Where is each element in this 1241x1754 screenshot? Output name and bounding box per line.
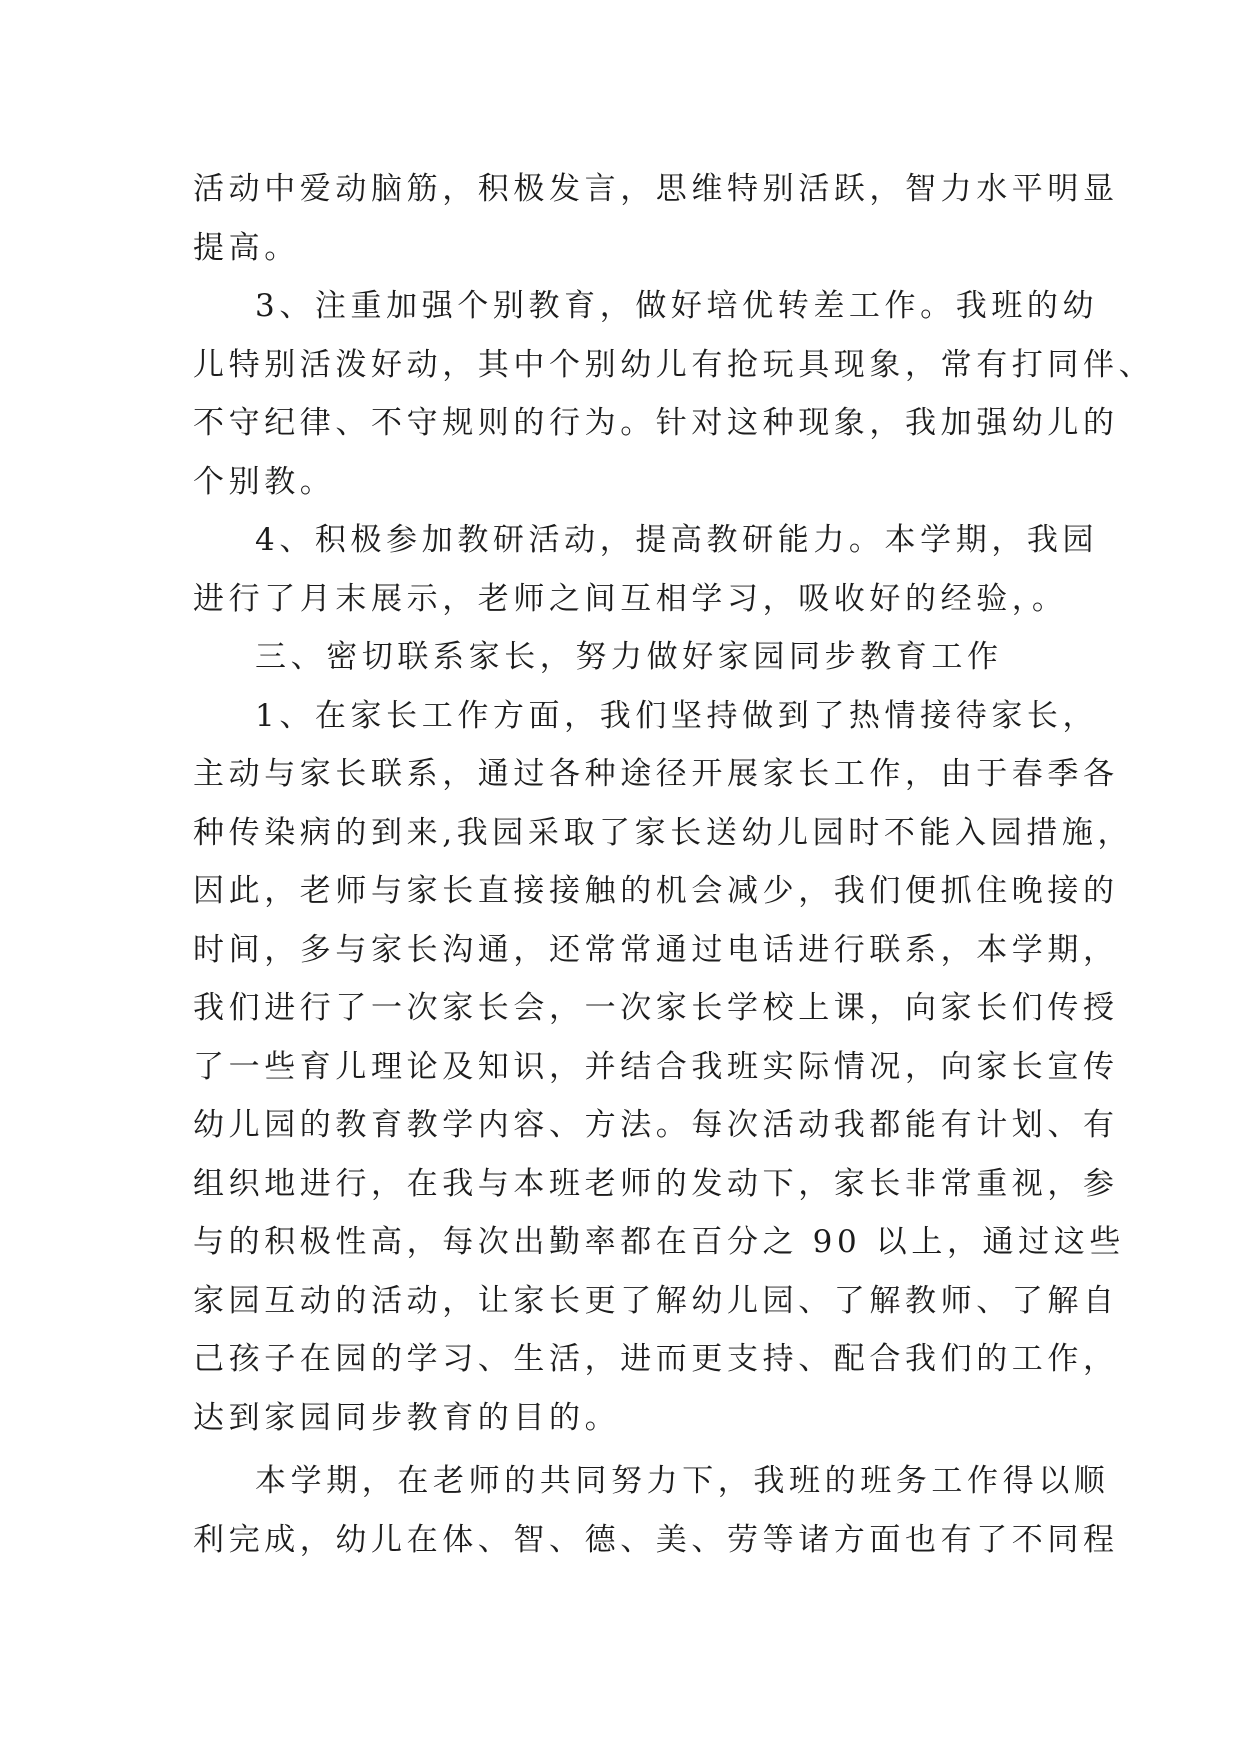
text-line: 主动与家长联系，通过各种途径开展家长工作，由于春季各 [193,756,1119,792]
text-line: 提高。 [193,229,300,266]
text-line: 组织地进行，在我与本班老师的发动下，家长非常重视，参 [193,1165,1119,1202]
text-line: 进行了月末展示，老师之间互相学习，吸收好的经验，。 [193,580,1068,617]
text-line: 3、注重加强个别教育，做好培优转差工作。我班的幼 [255,288,1099,324]
text-line: 本学期，在老师的共同努力下，我班的班务工作得以顺 [255,1463,1110,1499]
text-line: 个别教。 [193,463,336,500]
section-heading: 三、密切联系家长，努力做好家园同步教育工作 [255,639,1003,675]
text-line: 利完成，幼儿在体、智、德、美、劳等诸方面也有了不同程 [193,1521,1119,1558]
text-line: 幼儿园的教育教学内容、方法。每次活动我都能有计划、有 [193,1107,1119,1143]
text-line: 己孩子在园的学习、生活，进而更支持、配合我们的工作， [193,1341,1119,1377]
text-line: 儿特别活泼好动，其中个别幼儿有抢玩具现象，常有打同伴、 [193,346,1155,383]
text-line: 活动中爱动脑筋，积极发言，思维特别活跃，智力水平明显 [193,171,1119,207]
body-text [193,160,1155,1569]
text-line: 种传染病的到来,我园采取了家长送幼儿园时不能入园措施， [193,814,1134,851]
text-line: 因此，老师与家长直接接触的机会减少，我们便抓住晚接的 [193,873,1119,909]
text-line: 1、在家长工作方面，我们坚持做到了热情接待家长， [255,697,1099,734]
text-line: 我们进行了一次家长会，一次家长学校上课，向家长们传授 [193,990,1119,1026]
text-line: 时间，多与家长沟通，还常常通过电话进行联系，本学期， [193,931,1119,968]
text-line: 4、积极参加教研活动，提高教研能力。本学期，我园 [255,522,1099,558]
text-line: 了一些育儿理论及知识，并结合我班实际情况，向家长宣传 [193,1048,1119,1085]
text-line: 不守纪律、不守规则的行为。针对这种现象，我加强幼儿的 [193,405,1119,441]
text-line: 达到家园同步教育的目的。 [193,1399,621,1436]
text-line: 家园互动的活动，让家长更了解幼儿园、了解教师、了解自 [193,1282,1119,1319]
text-line: 与的积极性高，每次出勤率都在百分之 90 以上，通过这些 [193,1224,1125,1260]
